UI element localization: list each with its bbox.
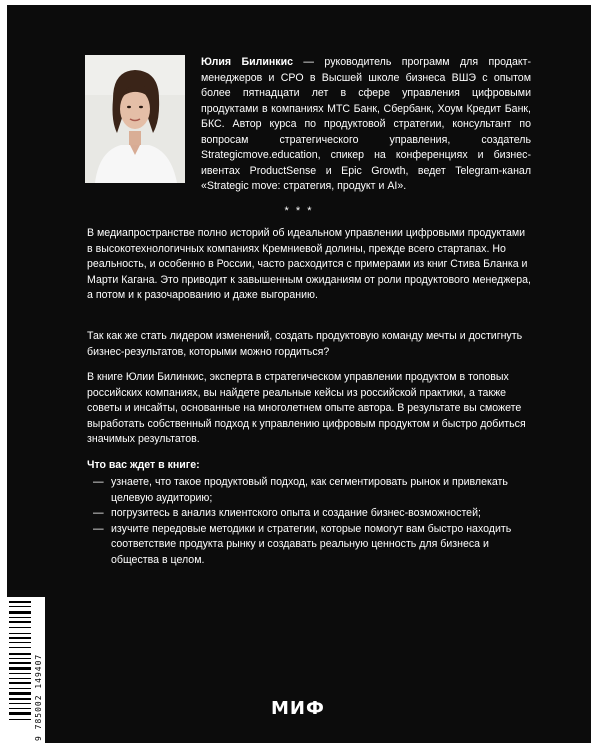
- list-item: [87, 506, 531, 522]
- author-portrait-image: [85, 55, 185, 183]
- barcode-bar: [9, 667, 31, 670]
- list-item: [87, 522, 531, 569]
- barcode-bar: [9, 708, 31, 709]
- barcode-bar: [9, 653, 31, 655]
- isbn-number: 9 785002 149407: [34, 653, 43, 741]
- barcode-bar: [9, 658, 31, 659]
- barcode-bar: [9, 682, 31, 684]
- book-back-cover: [7, 5, 591, 743]
- book-summary-paragraph: В книге Юлии Билинкис, эксперта в стратегическом управлении продуктом в топовых российских компаниях, вы найдете реальные кейсы из российской практики, а также советы и инсайты, основанные на многолетнем опыте автора. В результате вы сможете выработать собственный подход к управлению цифровым продуктом и быстро добиться значимых результатов.: [87, 371, 526, 445]
- barcode-bar: [9, 662, 31, 664]
- author-bio-text: — руководитель программ для продакт-менеджеров и CPO в Высшей школе бизнеса ВШЭ с опытом более пятнадцати лет в сфере управления цифровыми продуктами в компаниях МТС Банк, Сбербанк, Хоум Кредит Банк, БКС. Автор курса по продуктовой стратегии, консультант по вопросам стратегического управления, создатель Strategicmove.education, спикер на конференциях и бизнес-ивентах ProductSense и Epic Growth, ведет Telegram-канал «Strategic move: стратегия, продукт и AI».: [201, 56, 531, 192]
- list-item: [87, 475, 531, 506]
- barcode-bar: [9, 642, 31, 643]
- dash-bullet: —: [93, 507, 104, 519]
- author-bio: [201, 55, 531, 195]
- author-photo: [85, 55, 185, 183]
- feature-list: [87, 475, 531, 568]
- intro-paragraph: В медиапространстве полно историй об идеальном управлении цифровыми продуктами в высокотехнологичных компаниях Кремниевой долины, прежде всего стартапах. Но реальность, и особенно в России, часто расходится с примерами из книг Стива Бланка и Марти Кагана. Это приводит к завышенным ожиданиям от роли продуктового менеджера, а потом и к разочарованию и даже выгоранию.: [87, 227, 531, 301]
- barcode-bar: [9, 606, 31, 607]
- barcode-bar: [9, 712, 31, 715]
- barcode-bar: [9, 621, 31, 623]
- publisher-logo: МИФ: [271, 698, 325, 719]
- dash-bullet: —: [93, 476, 104, 488]
- barcode-bar: [9, 611, 31, 614]
- barcode-bar: [9, 688, 31, 689]
- barcode-bar: [9, 617, 31, 618]
- barcode-bar: [9, 647, 31, 648]
- dash-bullet: —: [93, 522, 104, 535]
- barcode-bar: [9, 673, 31, 674]
- list-heading: Что вас ждет в книге:: [87, 459, 200, 471]
- barcode-bar: [9, 703, 31, 704]
- author-name: Юлия Билинкис: [201, 56, 293, 68]
- list-item-text: изучите передовые методики и стратегии, которые помогут вам быстро находить соответствие продукта рынку и создавать реальную ценность для бизнеса и общества в целом.: [111, 522, 512, 566]
- barcode-bar: [9, 601, 31, 603]
- section-separator: * * *: [284, 205, 314, 217]
- barcode-bar: [9, 719, 31, 720]
- barcode-bar: [9, 627, 31, 628]
- barcode-bars: [9, 599, 31, 743]
- barcode-bar: [9, 692, 31, 695]
- barcode-bar: [9, 678, 31, 679]
- barcode-bar: [9, 637, 31, 639]
- barcode-bar: [9, 633, 31, 634]
- isbn-barcode: [7, 597, 45, 743]
- barcode-bar: [9, 698, 31, 700]
- list-item-text: узнаете, что такое продуктовый подход, как сегментировать рынок и привлекать целевую аудиторию;: [111, 476, 508, 504]
- list-item-text: погрузитесь в анализ клиентского опыта и создание бизнес-возможностей;: [111, 507, 481, 519]
- question-paragraph: Так как же стать лидером изменений, создать продуктовую команду мечты и достигнуть бизнес-результатов, которыми можно гордиться?: [87, 330, 523, 358]
